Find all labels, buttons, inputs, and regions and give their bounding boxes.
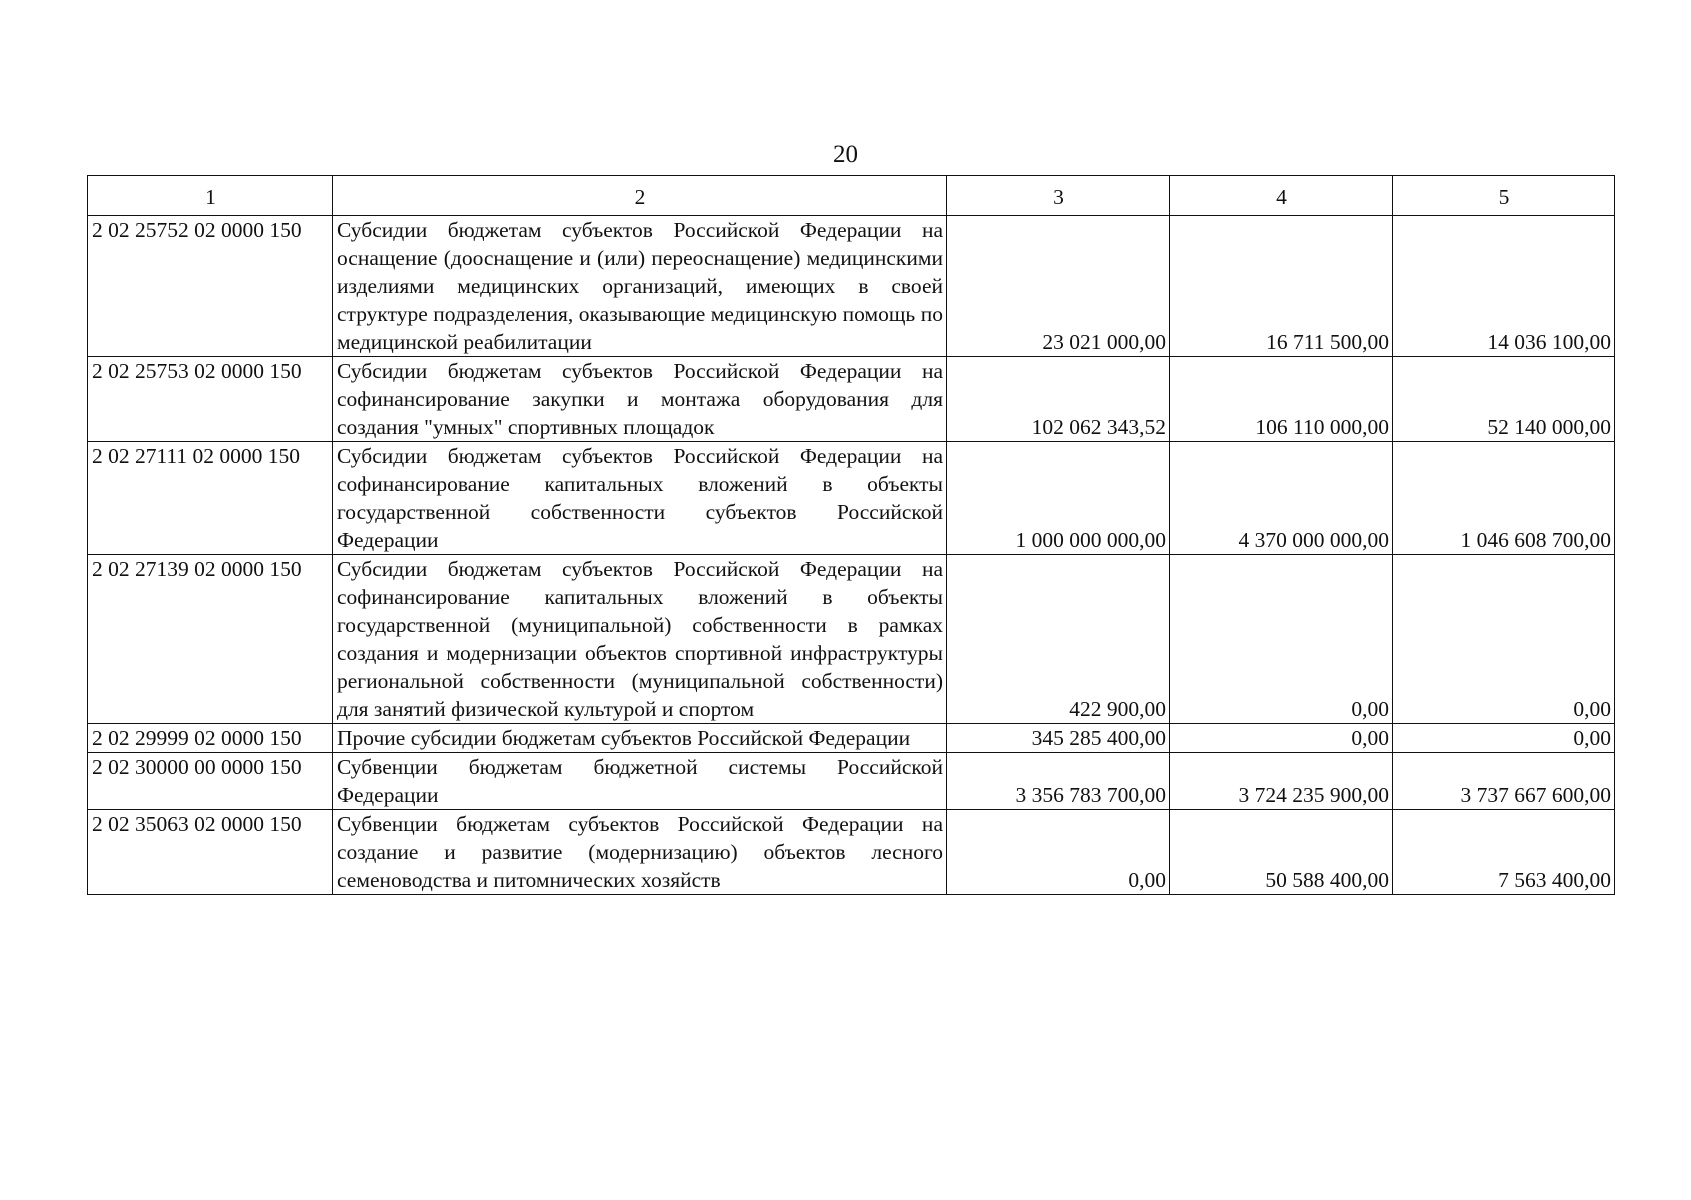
budget-code: 2 02 29999 02 0000 150 [88,724,333,753]
table-row [88,555,1615,724]
amount-col-3: 102 062 343,52 [947,357,1170,442]
amount-col-4: 16 711 500,00 [1170,216,1393,357]
description: Субсидии бюджетам субъектов Российской Федерации на софинансирование закупки и монтажа оборудования для создания "умных" спортивных площадок [333,357,947,442]
description: Субвенции бюджетам субъектов Российской Федерации на создание и развитие (модернизацию) объектов лесного семеноводства и питомнических хозяйств [333,810,947,895]
header-col-4: 4 [1170,176,1393,216]
header-col-2: 2 [333,176,947,216]
amount-col-3: 0,00 [947,810,1170,895]
amount-col-3: 1 000 000 000,00 [947,442,1170,555]
description: Субсидии бюджетам субъектов Российской Федерации на софинансирование капитальных вложений в объекты государственной собственности субъектов Российской Федерации [333,442,947,555]
header-col-3: 3 [947,176,1170,216]
description: Субсидии бюджетам субъектов Российской Федерации на софинансирование капитальных вложений в объекты государственной (муниципальной) собственности в рамках создания и модернизации объектов спортивной инфраструктуры региональной собственности (муниципальной собственности) для занятий физической культурой и спортом [333,555,947,724]
amount-col-4: 0,00 [1170,724,1393,753]
table-row [88,216,1615,357]
budget-table [87,175,1615,895]
amount-col-4: 3 724 235 900,00 [1170,753,1393,810]
amount-col-3: 23 021 000,00 [947,216,1170,357]
amount-col-5: 0,00 [1393,555,1615,724]
amount-col-3: 422 900,00 [947,555,1170,724]
header-col-5: 5 [1393,176,1615,216]
amount-col-4: 50 588 400,00 [1170,810,1393,895]
budget-code: 2 02 27111 02 0000 150 [88,442,333,555]
budget-code: 2 02 35063 02 0000 150 [88,810,333,895]
description: Субвенции бюджетам бюджетной системы Российской Федерации [333,753,947,810]
amount-col-4: 0,00 [1170,555,1393,724]
amount-col-5: 7 563 400,00 [1393,810,1615,895]
amount-col-3: 3 356 783 700,00 [947,753,1170,810]
amount-col-4: 106 110 000,00 [1170,357,1393,442]
table-row [88,724,1615,753]
amount-col-5: 52 140 000,00 [1393,357,1615,442]
amount-col-4: 4 370 000 000,00 [1170,442,1393,555]
description: Прочие субсидии бюджетам субъектов Российской Федерации [333,724,947,753]
header-col-1: 1 [88,176,333,216]
amount-col-5: 1 046 608 700,00 [1393,442,1615,555]
header-row [88,176,1615,216]
table-row [88,442,1615,555]
description: Субсидии бюджетам субъектов Российской Федерации на оснащение (дооснащение и (или) переоснащение) медицинскими изделиями медицинских организаций, имеющих в своей структуре подразделения, оказывающие медицинскую помощь по медицинской реабилитации [333,216,947,357]
amount-col-5: 0,00 [1393,724,1615,753]
table-row [88,357,1615,442]
budget-code: 2 02 30000 00 0000 150 [88,753,333,810]
table-row [88,753,1615,810]
budget-code: 2 02 27139 02 0000 150 [88,555,333,724]
page-number: 20 [833,141,858,168]
amount-col-5: 3 737 667 600,00 [1393,753,1615,810]
budget-code: 2 02 25753 02 0000 150 [88,357,333,442]
amount-col-3: 345 285 400,00 [947,724,1170,753]
table-row [88,810,1615,895]
budget-code: 2 02 25752 02 0000 150 [88,216,333,357]
amount-col-5: 14 036 100,00 [1393,216,1615,357]
